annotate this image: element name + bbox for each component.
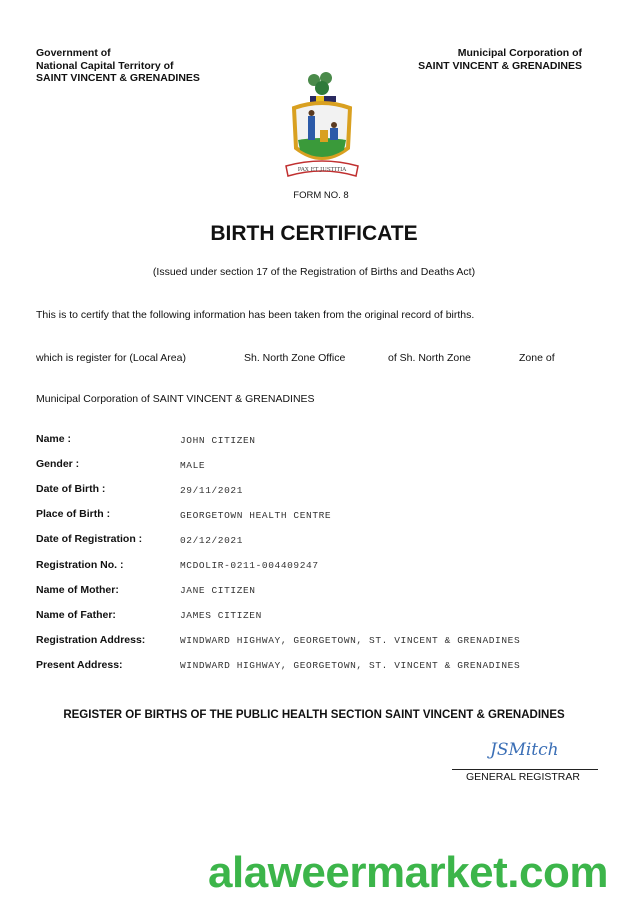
issuer-left: Government of National Capital Territory of SAINT VINCENT & GRENADINES xyxy=(36,47,200,84)
field-label: Name of Mother: xyxy=(36,584,119,596)
field-value: 02/12/2021 xyxy=(180,535,244,546)
field-label: Date of Birth : xyxy=(36,483,106,495)
registrar-signature: JSMitch xyxy=(490,740,559,760)
field-value: MCDOLIR-0211-004409247 xyxy=(180,560,319,571)
field-label: Gender : xyxy=(36,458,80,470)
municipal-line: Municipal Corporation of SAINT VINCENT & GRENADINES xyxy=(36,393,315,405)
field-label: Registration Address: xyxy=(36,634,146,646)
register-footer-title: REGISTER OF BIRTHS OF THE PUBLIC HEALTH SECTION SAINT VINCENT & GRENADINES xyxy=(63,709,565,721)
register-zone-of: Zone of xyxy=(519,352,555,364)
signatory-title: GENERAL REGISTRAR xyxy=(466,771,580,783)
field-label: Date of Registration : xyxy=(36,533,143,545)
page-title: BIRTH CERTIFICATE xyxy=(210,222,418,245)
field-value: JOHN CITIZEN xyxy=(180,435,256,446)
field-label: Present Address: xyxy=(36,659,123,671)
field-value: GEORGETOWN HEALTH CENTRE xyxy=(180,510,332,521)
field-value: JAMES CITIZEN xyxy=(180,610,262,621)
field-value: MALE xyxy=(180,460,206,471)
register-office: Sh. North Zone Office xyxy=(244,352,346,364)
register-local-area: which is register for (Local Area) xyxy=(36,352,186,364)
field-value: JANE CITIZEN xyxy=(180,585,256,596)
field-value: WINDWARD HIGHWAY, GEORGETOWN, ST. VINCENT & GRENADINES xyxy=(180,635,521,646)
coat-of-arms-emblem xyxy=(282,68,362,183)
subtitle: (Issued under section 17 of the Registration of Births and Deaths Act) xyxy=(152,266,476,278)
watermark: alaweermarket.com xyxy=(208,848,608,897)
svg-text:PAX ET JUSTITIA: PAX ET JUSTITIA xyxy=(297,167,347,173)
form-number: FORM NO. 8 xyxy=(293,190,349,201)
field-label: Place of Birth : xyxy=(36,508,111,520)
field-value: 29/11/2021 xyxy=(180,485,244,496)
signature-line xyxy=(452,769,598,770)
field-label: Name of Father: xyxy=(36,609,116,621)
register-zone: of Sh. North Zone xyxy=(388,352,471,364)
field-label: Registration No. : xyxy=(36,559,124,571)
field-value: WINDWARD HIGHWAY, GEORGETOWN, ST. VINCENT & GRENADINES xyxy=(180,660,521,671)
certify-text: This is to certify that the following information has been taken from the original record of births. xyxy=(36,309,475,321)
field-label: Name : xyxy=(36,433,72,445)
issuer-right: Municipal Corporation of SAINT VINCENT & GRENADINES xyxy=(418,47,582,72)
